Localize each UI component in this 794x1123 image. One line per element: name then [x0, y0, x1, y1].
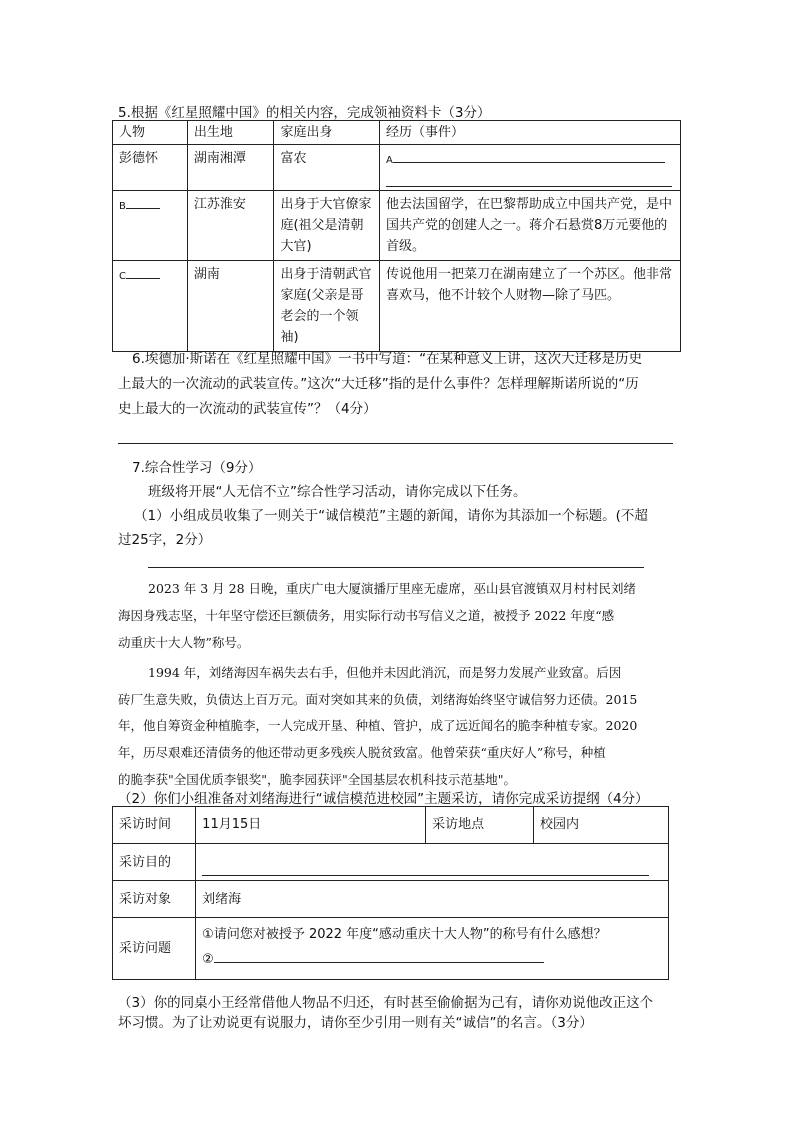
table-row — [113, 918, 669, 980]
target-value: 刘绪海 — [196, 881, 669, 918]
place-label: 采访地点 — [426, 807, 534, 844]
q7-title: 7.综合性学习（9分） — [132, 460, 262, 476]
family-cell: 出身于大官僚家庭(祖父是清朝大官) — [274, 191, 380, 261]
answer-label-c: C — [119, 271, 126, 282]
time-value: 11月15日 — [196, 807, 426, 844]
table-row — [113, 881, 669, 918]
time-label: 采访时间 — [113, 807, 196, 844]
news-p2-l5: 的脆李获"全国优质李银奖"，脆李园获评"全国基层农机科技示范基地"。 — [118, 772, 516, 787]
table-row — [113, 261, 681, 352]
header-person: 人物 — [113, 121, 188, 145]
event-cell: 他去法国留学，在巴黎帮助成立中国共产党，是中国共产党的创建人之一。蒋介石悬赏8万元要他的首级。 — [380, 191, 681, 261]
q6-answer-line[interactable] — [118, 443, 673, 444]
leader-info-table — [112, 120, 681, 352]
news-p1-l2: 海因身残志坚，十年坚守偿还巨额债务，用实际行动书写信义之道，被授予 2022 年度“感 — [118, 608, 615, 623]
question-2-answer-line[interactable] — [214, 948, 544, 963]
q7-sub3-line1: （3）你的同桌小王经常借他人物品不归还，有时甚至偷偷据为己有，请你劝说他改正这个 — [118, 995, 654, 1011]
interview-outline-table — [112, 806, 669, 980]
answer-blank-a[interactable] — [393, 148, 665, 163]
question-2-label: ② — [202, 952, 214, 967]
q6-line3: 史上最大的一次流动的武装宣传”？（4分） — [118, 401, 377, 417]
news-p2-l2: 砖厂生意失败，负债达上百万元。面对突如其来的负债，刘绪海始终坚守诚信努力还债。2015 — [118, 692, 638, 707]
news-p2-l1: 1994 年，刘绪海因车祸失去右手，但他并未因此消沉，而是努力发展产业致富。后因 — [148, 665, 622, 680]
header-birthplace: 出生地 — [187, 121, 274, 145]
news-p1-l1: 2023 年 3 月 28 日晚，重庆广电大厦演播厅里座无虚席，巫山县官渡镇双月村村民刘绪 — [148, 581, 637, 596]
purpose-answer-line[interactable] — [202, 861, 649, 876]
q7-sub3-line2: 坏习惯。为了让劝说更有说服力，请你至少引用一则有关“诚信”的名言。（3分） — [118, 1015, 593, 1031]
table-row — [113, 807, 669, 844]
person-cell: 彭德怀 — [113, 145, 188, 191]
answer-blank-a-2[interactable] — [386, 172, 672, 187]
answer-blank-b[interactable] — [126, 194, 160, 209]
question-1: ①请问您对被授予 2022 年度“感动重庆十大人物”的称号有什么感想？ — [202, 927, 607, 942]
answer-label-b: B — [119, 201, 126, 212]
q6-line2: 上最大的一次流动的武装宣传。”这次“大迁移”指的是什么事件？怎样理解斯诺所说的“历 — [118, 376, 639, 392]
table-row — [113, 145, 681, 191]
person-cell — [113, 191, 188, 261]
purpose-answer-cell — [196, 844, 669, 881]
q7-sub1-line2: 过25字，2分） — [118, 532, 212, 548]
headline-answer-line[interactable] — [148, 567, 644, 568]
q7-sub2: （2）你们小组准备对刘绪海进行“诚信模范进校园”主题采访，请你完成采访提纲（4分） — [118, 791, 649, 807]
q7-sub1-line1: （1）小组成员收集了一则关于“诚信模范”主题的新闻，请你为其添加一个标题。(不超 — [134, 508, 648, 524]
news-p1-l3: 动重庆十大人物”称号。 — [118, 635, 250, 650]
q7-intro: 班级将开展“人无信不立”综合性学习活动，请你完成以下任务。 — [148, 484, 527, 500]
answer-blank-c[interactable] — [126, 264, 160, 279]
table-row — [113, 191, 681, 261]
event-cell: 传说他用一把菜刀在湖南建立了一个苏区。他非常喜欢马，他不计较个人财物—除了马匹。 — [380, 261, 681, 352]
answer-label-a: A — [386, 155, 393, 166]
purpose-label: 采访目的 — [113, 844, 196, 881]
questions-cell — [196, 918, 669, 980]
family-cell: 出身于清朝武官家庭(父亲是哥老会的一个领袖) — [274, 261, 380, 352]
birthplace-cell: 江苏淮安 — [187, 191, 274, 261]
table-row — [113, 844, 669, 881]
birthplace-cell: 湖南 — [187, 261, 274, 352]
target-label: 采访对象 — [113, 881, 196, 918]
birthplace-cell: 湖南湘潭 — [187, 145, 274, 191]
family-cell: 富农 — [274, 145, 380, 191]
header-family: 家庭出身 — [274, 121, 380, 145]
person-cell — [113, 261, 188, 352]
q5-prompt: 5.根据《红星照耀中国》的相关内容，完成领袖资料卡（3分） — [118, 105, 491, 121]
q6-line1: 6.埃德加·斯诺在《红星照耀中国》一书中写道：“在某种意义上讲，这次大迁移是历史 — [132, 351, 643, 367]
header-event: 经历（事件） — [380, 121, 681, 145]
news-p2-l3: 年，他自筹资金种植脆李，一人完成开垦、种植、管护，成了远近闻名的脆李种植专家。2020 — [118, 718, 638, 733]
table-header-row — [113, 121, 681, 145]
questions-label: 采访问题 — [113, 918, 196, 980]
event-cell — [380, 145, 681, 191]
place-value: 校园内 — [534, 807, 669, 844]
news-p2-l4: 年，历尽艰难还清债务的他还带动更多残疾人脱贫致富。他曾荣获“重庆好人”称号，种植 — [118, 745, 606, 760]
